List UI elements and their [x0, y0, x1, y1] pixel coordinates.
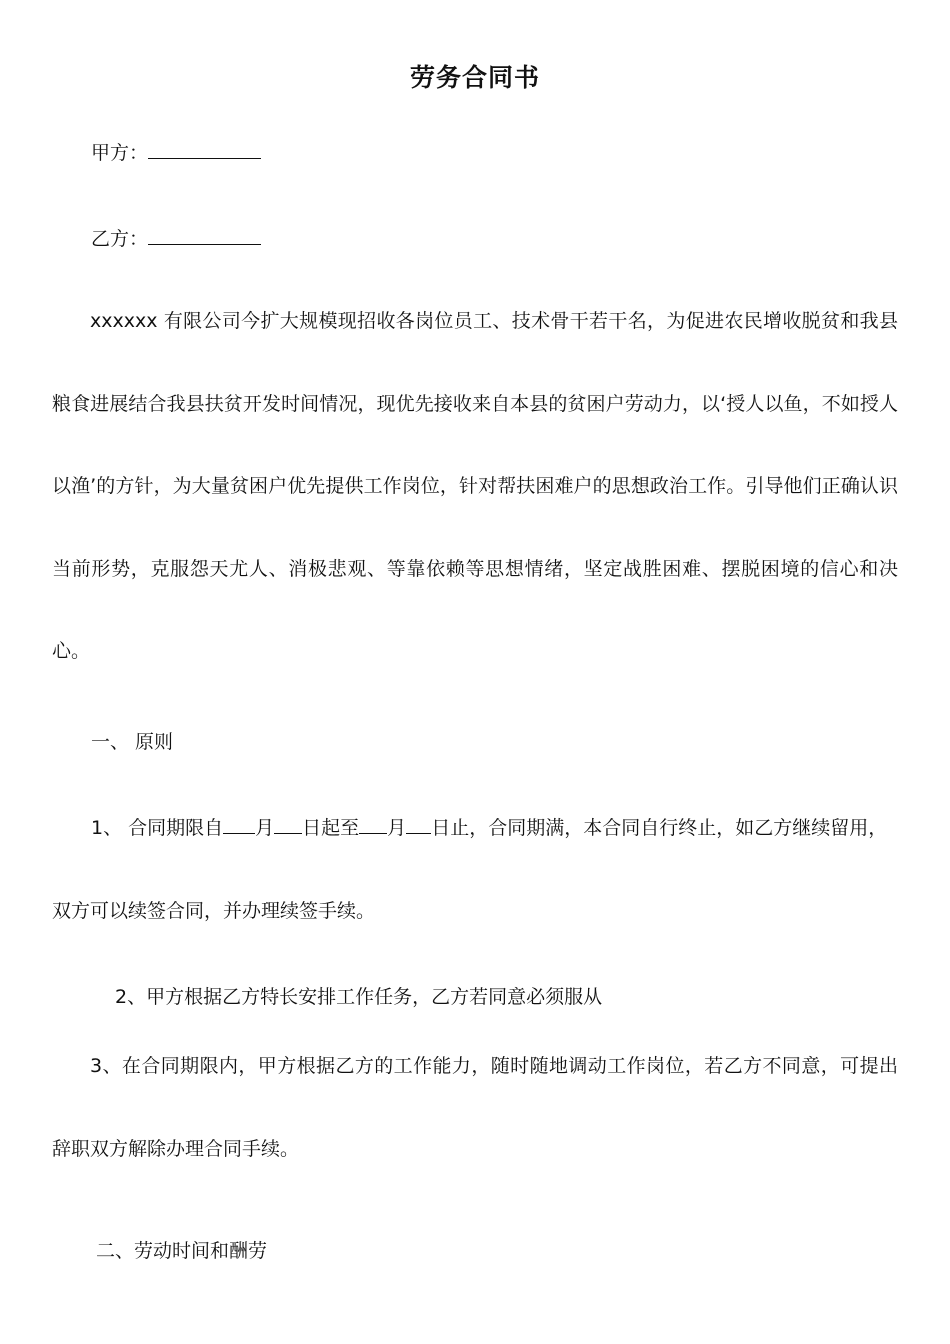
- start-day-blank: [274, 815, 302, 834]
- clause-1-text-d: 月: [387, 817, 407, 839]
- clause-1-text-a: 1、 合同期限自: [91, 817, 224, 839]
- end-day-blank: [406, 815, 431, 834]
- intro-text: xxxxxx 有限公司今扩大规模现招收各岗位员工、技术骨干若干名，为促进农民增收脱贫和我县粮食进展结合我县扶贫开发时间情况，现优先接收来自本县的贫困户劳动力，以‘授人以鱼，不如授人以渔’的方针，为大量贫困户优先提供工作岗位，针对帮扶困难户的思想政治工作。引导他们正确认识当前形势，克服怨天尤人、消极悲观、等靠依赖等思想情绪，坚定战胜困难、摆脱困境的信心和决心。: [52, 310, 898, 662]
- clause-1-text-e: 日止，合同期满，本合同自行终止，如乙方继续留用，: [431, 817, 888, 839]
- intro-paragraph: [52, 280, 898, 693]
- party-a-label: 甲方：: [91, 142, 149, 164]
- party-b-blank: [148, 226, 261, 245]
- clause-1-text-c: 日起至: [302, 817, 360, 839]
- end-month-blank: [359, 815, 387, 834]
- party-b-line: [91, 224, 261, 251]
- clause-1-line-1: [91, 813, 887, 840]
- party-a-line: [91, 138, 261, 165]
- clause-1-line-2: 双方可以续签合同，并办理续签手续。: [52, 900, 376, 922]
- clause-3-text: 3、在合同期限内，甲方根据乙方的工作能力，随时随地调动工作岗位，若乙方不同意，可提出辞职双方解除办理合同手续。: [52, 1055, 898, 1160]
- clause-1-text-b: 月: [255, 817, 275, 839]
- document-title: 劳务合同书: [409, 63, 540, 92]
- start-month-blank: [223, 815, 255, 834]
- section-1-heading: 一、 原则: [91, 731, 174, 753]
- section-2-heading: 二、劳动时间和酬劳: [96, 1240, 268, 1262]
- party-b-label: 乙方：: [91, 228, 149, 250]
- clause-2: 2、甲方根据乙方特长安排工作任务，乙方若同意必须服从: [115, 986, 603, 1008]
- party-a-blank: [148, 140, 261, 159]
- clause-3-paragraph: [52, 1025, 898, 1190]
